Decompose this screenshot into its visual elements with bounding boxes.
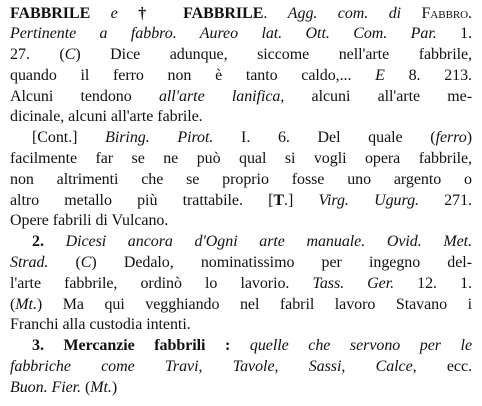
entry-line-7 [32, 128, 472, 148]
text-run: , alcuni all'arte me- [280, 88, 472, 105]
text-run: 1. [436, 25, 472, 42]
text-run: Virg. Ugurg. [318, 192, 419, 209]
text-run: ) [111, 379, 118, 396]
text-run: E [375, 67, 385, 84]
entry-line-5 [10, 87, 472, 107]
text-run: non altrimenti che se proprio fosse uno argento o [10, 171, 472, 188]
entry-line-3 [10, 45, 472, 65]
text-run: Buon. Fier. [10, 379, 81, 396]
entry-line-17 [32, 336, 472, 356]
text-run: FABBRILE [10, 5, 91, 22]
text-run: 2. [32, 233, 66, 250]
text-run: quelle che servono per le [230, 337, 472, 354]
entry-line-19 [10, 378, 472, 398]
entry-line-6 [10, 107, 472, 127]
text-run: e [90, 5, 139, 22]
entry-line-18 [10, 357, 472, 377]
entry-line-12 [32, 232, 472, 252]
text-run: Alcuni tendono [10, 88, 159, 105]
text-run: ( [10, 296, 16, 313]
entry-line-15 [10, 295, 472, 315]
entry-line-10 [10, 191, 472, 211]
text-run: Sassi [308, 358, 342, 375]
text-run: facilmente far se ne può qual si vogli opera fabbrile, [10, 150, 472, 167]
text-run: ) Ma qui vegghiando nel fabril lavoro Stavano i [36, 296, 472, 313]
text-run: , [198, 358, 233, 375]
text-run: Opere fabrili di Vulcano. [10, 212, 169, 229]
text-run: fabbriche come Travi [10, 358, 199, 375]
text-run: 271. [418, 192, 472, 209]
entry-line-14 [10, 274, 472, 294]
entry-line-2 [10, 24, 472, 44]
text-run: ( [81, 379, 91, 396]
text-run: † FABBRILE [138, 5, 264, 22]
text-run: , [341, 358, 376, 375]
text-run: 8. 213. [384, 67, 472, 84]
text-run: 12. 1. [394, 275, 472, 292]
text-run: 3. Mercanzie fabbrili : [32, 337, 231, 354]
text-run: .] [284, 192, 319, 209]
text-run: Agg. com. di [287, 5, 422, 22]
text-run: Strad. [10, 254, 49, 271]
entry-line-8 [10, 149, 472, 169]
text-run: quando il ferro non è tanto caldo,... [10, 67, 376, 84]
text-run: ) Dice adunque, siccome nell'arte fabbrile, [75, 46, 472, 63]
text-run: , [274, 358, 309, 375]
text-run: ) [466, 129, 472, 146]
text-run: ) Dedalo, nominatissimo per ingegno del- [91, 254, 472, 271]
text-run: Franchi alla custodia intenti. [10, 316, 191, 333]
text-run: Tavole [232, 358, 275, 375]
text-run: Mt. [90, 379, 112, 396]
text-run: 27. ( [10, 46, 65, 63]
text-run: C [80, 254, 92, 271]
text-run: [Cont.] [32, 129, 106, 146]
text-run: ( [48, 254, 81, 271]
entry-line-13 [10, 253, 472, 273]
text-run: Dicesi ancora d'Ogni arte manuale. Ovid. Met. [65, 233, 472, 250]
text-run: I. 6. Del quale ( [213, 129, 436, 146]
entry-line-9 [10, 170, 472, 190]
entry-line-1 [10, 4, 472, 24]
text-run: C [64, 46, 76, 63]
entry-line-16 [10, 315, 472, 335]
text-run: Tass. Ger. [312, 275, 395, 292]
text-run: Calce [375, 358, 413, 375]
entry-line-11 [10, 211, 472, 231]
text-run: Pertinente a fabbro. Aureo lat. Ott. Com. Par. [10, 25, 437, 42]
text-run: . [263, 5, 288, 22]
entry-line-4 [10, 66, 472, 86]
text-run: Biring. Pirot. [105, 129, 214, 146]
text-run: Mt. [15, 296, 37, 313]
text-run: Fabbro [421, 5, 469, 22]
text-run: , ecc. [412, 358, 472, 375]
text-run: ferro [435, 129, 467, 146]
text-run: l'arte fabbrile, ordinò lo lavorio. [10, 275, 313, 292]
text-run: dicinale, alcuni all'arte fabrile. [10, 108, 203, 125]
text-run: T [273, 192, 285, 209]
text-run: altro metallo più trattabile. [ [10, 192, 274, 209]
text-run: all'arte lanifica [158, 88, 281, 105]
text-run: . [468, 5, 472, 22]
